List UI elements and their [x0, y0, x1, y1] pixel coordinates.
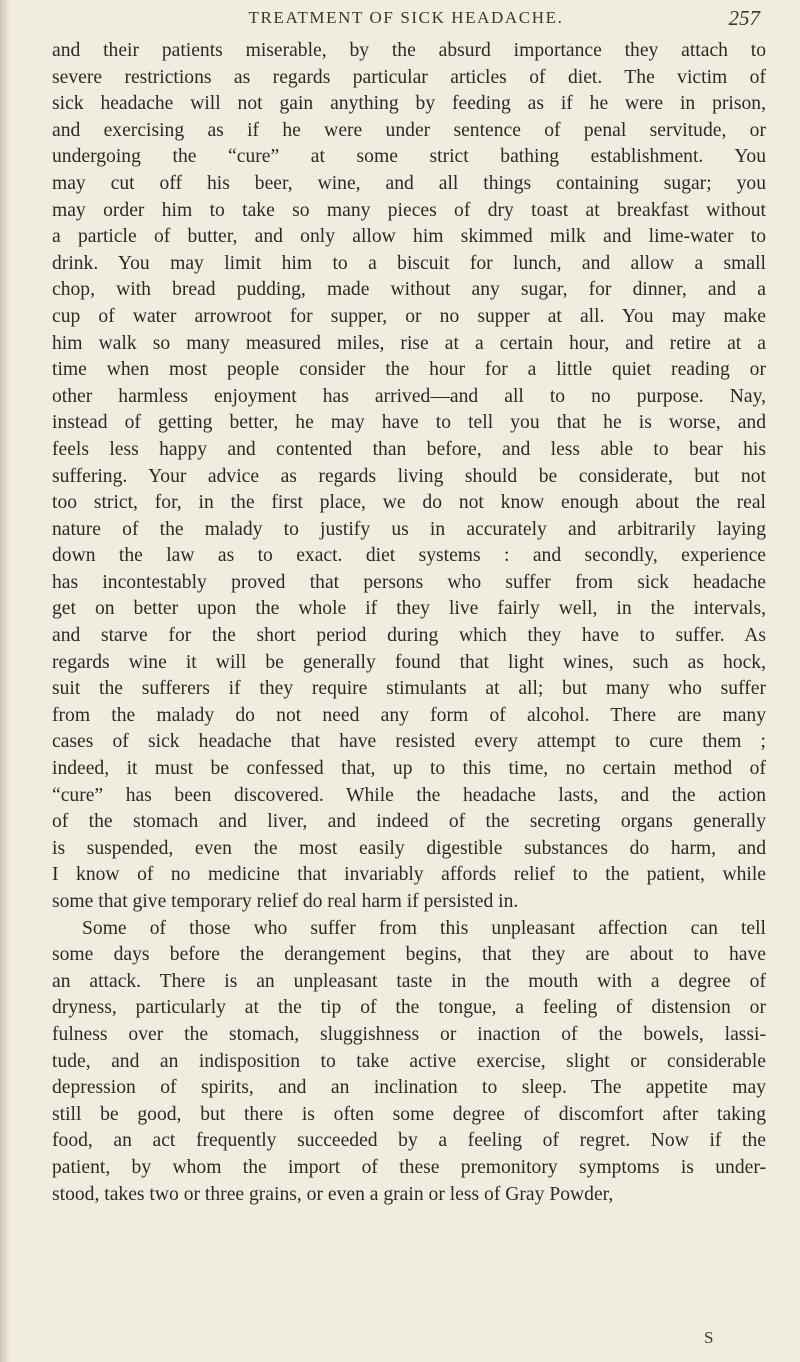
text-line: cases of sick headache that have resisted every attempt to cure them ; [52, 731, 766, 753]
text-line: some that give temporary relief do real harm if persisted in. [52, 891, 519, 912]
text-line: patient, by whom the import of these premonitory symptoms is under- [52, 1156, 766, 1178]
text-line: fulness over the stomach, sluggishness or inaction of the bowels, lassi- [52, 1023, 766, 1045]
text-line: a particle of butter, and only allow him skimmed milk and lime-water to [52, 226, 766, 248]
text-line: severe restrictions as regards particular articles of diet. The victim of [52, 66, 766, 88]
page-number: 257 [728, 6, 760, 30]
text-line: get on better upon the whole if they live fairly well, in the intervals, [52, 598, 766, 620]
text-line: sick headache will not gain anything by feeding as if he were in prison, [52, 93, 766, 115]
text-line: undergoing the “cure” at some strict bathing establishment. You [52, 146, 766, 168]
text-line: may order him to take so many pieces of dry toast at breakfast without [52, 199, 766, 221]
text-line: him walk so many measured miles, rise at a certain hour, and retire at a [52, 332, 766, 354]
text-line: drink. You may limit him to a biscuit for lunch, and allow a small [52, 252, 766, 274]
text-line: down the law as to exact. diet systems : and secondly, experience [52, 545, 766, 567]
paragraph-2 [52, 916, 766, 1209]
running-head [52, 8, 760, 38]
text-line: I know of no medicine that invariably affords relief to the patient, while [52, 864, 766, 886]
text-line: Some of those who suffer from this unpleasant affection can tell [82, 917, 766, 939]
text-line: time when most people consider the hour for a little quiet reading or [52, 359, 766, 381]
text-line: cup of water arrowroot for supper, or no supper at all. You may make [52, 305, 766, 327]
text-line: too strict, for, in the first place, we do not know enough about the real [52, 492, 766, 514]
body-text [52, 38, 766, 1208]
text-line: still be good, but there is often some degree of discomfort after taking [52, 1103, 766, 1125]
text-line: nature of the malady to justify us in accurately and arbitrarily laying [52, 518, 766, 540]
text-line: stood, takes two or three grains, or even a grain or less of Gray Powder, [52, 1183, 614, 1205]
text-line: suit the sufferers if they require stimulants at all; but many who suffer [52, 678, 766, 700]
text-line: tude, and an indisposition to take active exercise, slight or considerable [52, 1050, 766, 1072]
text-line: and starve for the short period during which they have to suffer. As [52, 625, 766, 647]
text-line: may cut off his beer, wine, and all things containing sugar; you [52, 172, 766, 194]
text-line: suffering. Your advice as regards living should be considerate, but not [52, 465, 766, 487]
text-line: other harmless enjoyment has arrived—and all to no purpose. Nay, [52, 385, 766, 407]
text-line: depression of spirits, and an inclination to sleep. The appetite may [52, 1077, 766, 1099]
text-line: an attack. There is an unpleasant taste in the mouth with a degree of [52, 970, 766, 992]
text-line: is suspended, even the most easily digestible substances do harm, and [52, 837, 766, 859]
text-line: feels less happy and contented than before, and less able to bear his [52, 438, 766, 460]
signature-mark: S [704, 1328, 714, 1347]
text-line: and exercising as if he were under sentence of penal servitude, or [52, 119, 766, 141]
text-line: from the malady do not need any form of alcohol. There are many [52, 704, 766, 726]
paragraph-1 [52, 38, 766, 916]
text-line: has incontestably proved that persons who suffer from sick headache [52, 571, 766, 593]
text-line: and their patients miserable, by the absurd importance they attach to [52, 40, 766, 61]
text-line: indeed, it must be confessed that, up to this time, no certain method of [52, 758, 766, 780]
text-line: of the stomach and liver, and indeed of the secreting organs generally [52, 811, 766, 833]
text-line: some days before the derangement begins, that they are about to have [52, 944, 766, 966]
text-line: “cure” has been discovered. While the headache lasts, and the action [52, 784, 766, 806]
page-edge-shadow [0, 0, 10, 1362]
text-line: dryness, particularly at the tip of the tongue, a feeling of distension or [52, 997, 766, 1019]
text-line: food, an act frequently succeeded by a feeling of regret. Now if the [52, 1130, 766, 1152]
text-line: regards wine it will be generally found that light wines, such as hock, [52, 651, 766, 673]
header-title: TREATMENT OF SICK HEADACHE. [248, 8, 564, 27]
text-line: chop, with bread pudding, made without any sugar, for dinner, and a [52, 279, 766, 301]
text-line: instead of getting better, he may have to tell you that he is worse, and [52, 412, 766, 434]
